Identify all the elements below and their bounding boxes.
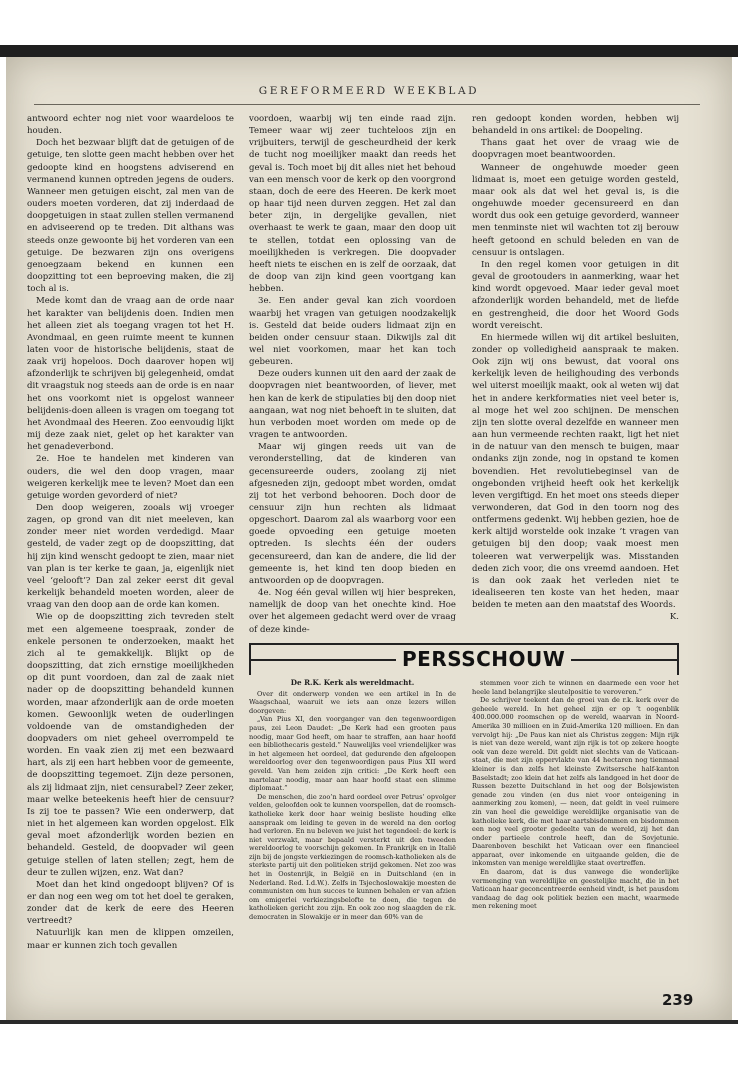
paragraph: 3e. Een ander geval kan zich voordoen waarbij het vragen van getuigen noodzakelijk is. Gesteld dat beide ouders lidmaat zijn en beiden onder censuur staan. Dikwijls zal dit wel niet voorkomen, maar het kan toch gebeuren.: [249, 296, 456, 368]
paragraph: De schrijver teekent dan de groei van de r.k. kerk over de geheele wereld. In het geheel zijn er op ’t oogenblik 400.000.000 roomschen op de wereld, waarvan in Noord-Amerika 30 millioen en in Zuid-Amerika 120 millioen. En dan vervolgt hij: „De Paus kan niet als Christus zeggen: Mijn rijk is niet van deze wereld, want zijn rijk is tot op zekere hoogte ook van deze wereld. Dit geldt niet slechts van de Vaticaan-staat, die met zijn oppervlakte van 44 hectaren nog tienmaal kleiner is dan zelfs het kleinste Zwitsersche half-kanton Baselstadt; zoo klein dat het zelfs als landgoed in het door de Russen bezette Duitschland in het oog der Bolsjewisten genade zou vinden (en dus niet voor onteigening in aanmerking zou komen), — neen, dat geldt in veel ruimere zin van heel die geweldige wereldlijke organisatie van de katholieke kerk, die met haar aartsbisdommen en bisdommen een nog veel grooter gedeelte van de wereld, zij het dan onder partieele controle heeft, dan de Sovjetunie. Daarenboven beschikt het Vaticaan over een financieel apparaat, over inkomende en uitgaande gelden, die de inkomsten van menige wereldlijke staat overtreffen.: [472, 696, 679, 868]
paragraph: Wie op de doopszitting zich tevreden stelt met een algemeene toespraak, zonder de enkele personen te onderzoeken, maakt het zich al te gemakkelijk. Blijkt op de doopszitting, dat zich ernstige moeilijkheden op dit punt voordoen, dan zal de zaak niet nader op de doopszitting behandeld kunnen worden, maar afzonderlijk aan de orde moeten komen. Gewoonlijk weten de ouderlingen voldoende van de omstandigheden der doopvaders om niet geheel overrompeld te worden. En vaak zien zij met een bezwaard hart, als zij een hart hebben voor de gemeente, de doopszitting tegemoet. Zijn deze personen, als zij lidmaat zijn, niet censurabel? Zeer zeker, maar welke beteekenis heeft hier de censuur? Is zij toe te passen? Wie een onderwerp, dat niet in het algemeen kan worden opgelost. Elk geval moet afzonderlijk worden bezien en behandeld. Gesteld, de doopvader wil geen getuige stellen of laten stellen; zegt, hem de deur te zullen wijzen, enz. Wat dan?: [27, 612, 234, 878]
column-right: [472, 113, 679, 637]
persschouw-column-left: [249, 679, 456, 1015]
column-middle: [249, 113, 456, 637]
paragraph: stemmen voor zich te winnen en daarmede een voor het heele land belangrijke sleutelpositie te veroveren.”: [472, 679, 679, 696]
paragraph: Thans gaat het over de vraag wie de doopvragen moet beantwoorden.: [472, 138, 679, 161]
paragraph: 4e. Nog één geval willen wij hier bespreken, namelijk de doop van het onechte kind. Hoe over het algemeen gedacht werd over de vraag of deze kinde-: [249, 588, 456, 635]
paragraph: 2e. Hoe te handelen met kinderen van ouders, die wel den doop vragen, maar weigeren kerkelijk mee te leven? Moet dan een getuige worden gevorderd of niet?: [27, 454, 234, 501]
author-signature: K.: [669, 612, 679, 623]
paragraph: „Van Pius XI, den voorganger van den tegenwoordigen paus, zei Leon Daudet: „De Kerk had een grooten paus noodig, maar God heeft, om haar te straffen, aan haar hoofd een bibliothecaris gesteld.” Nauwelijks veel vriendelijker was in het algemeen het oordeel, dat gedurende den afgeloopen wereldoorlog over den tegenwoordigen paus Pius XII werd geveld. Van hem zeiden zijn critici: „De Kerk heeft een martelaar noodig, maar aan haar hoofd staat een slimme diplomaat.”: [249, 715, 456, 793]
header-rule: [34, 104, 700, 105]
scan-edge-bottom: [0, 1020, 738, 1024]
paragraph: antwoord echter nog niet voor waardeloos te houden.: [27, 114, 234, 137]
paragraph: Over dit onderwerp vonden we een artikel in In de Waagschaal, waaruit we iets aan onze lezers willen doorgeven:: [249, 689, 456, 715]
section-title: PERSSCHOUW: [396, 647, 571, 671]
persschouw-banner: [249, 643, 679, 675]
paragraph: Den doop weigeren, zooals wij vroeger zagen, op grond van dit niet meeleven, kan zonder meer niet worden verdedigd. Maar gesteld, de vader zegt op de doopszitting, dat hij zijn kind wenscht gedoopt te zien, maar niet van plan is ter kerke te gaan, ja, eigenlijk niet veel ‘gelooft’? Dan zal zeker eerst dit geval kerkelijk behandeld moeten worden, aleer de vraag van den doop aan de orde kan komen.: [27, 503, 234, 611]
paragraph: ren gedoopt konden worden, hebben wij behandeld in ons artikel: de Doopeling.: [472, 114, 679, 137]
page-number: 239: [662, 991, 694, 1009]
scan-margin-top: [0, 0, 738, 45]
article-subtitle: De R.K. Kerk als wereldmacht.: [290, 679, 415, 687]
paragraph: Moet dan het kind ongedoopt blijven? Of is er dan nog een weg om tot het doel te geraken, zonder dat de kerk de eere des Heeren vertreedt?: [27, 879, 234, 927]
persschouw-column-right: [472, 679, 679, 979]
column-left: [27, 113, 234, 1013]
paragraph: Wanneer de ongehuwde moeder geen lidmaat is, moet een getuige worden gesteld, maar ook als dat wel het geval is, is die ongehuwde moeder gecensureerd en dan wordt dus ook een getuige gevorderd, wanneer men tenminste niet wil wachten tot zij berouw heeft getoond en schuld beleden en van de censuur is ontslagen.: [472, 162, 679, 258]
running-header: GEREFORMEERD WEEKBLAD: [258, 85, 480, 97]
paragraph: Mede komt dan de vraag aan de orde naar het karakter van belijdenis doen. Indien men het alleen ziet als toegang vragen tot het H. Avondmaal, en geen ruimte meent te kunnen laten voor de historische belijdenis, staat de zaak vrij hopeloos. Doch daarover hopen wij afzonderlijk te schrijven bij gelegenheid, omdat dit vraagstuk nog steeds aan de orde is en naar het ons voorkomt niet is opgelost wanneer belijdenis-doen alleen is vragen om toegang tot het Avondmaal des Heeren. Zoo eenvoudig lijkt mij deze zaak niet, gelet op het karakter van het genadeverbond.: [27, 296, 234, 453]
scan-margin-bottom: [0, 1020, 738, 1068]
paragraph: De menschen, die zoo’n hard oordeel over Petrus’ opvolger velden, geloofden ook te kunnen voorspellen, dat de roomsch-katholieke kerk door haar weinig besliste houding elke aanspraak om leiding te geven in de wereld na den oorlog had verloren. En nu beleven we juist het tegendeel: de kerk is niet verzwakt, maar bepaald versterkt uit den tweeden wereldoorlog te voorschijn gekomen. In Frankrijk en in Italië zijn bij de jongste verkiezingen de roomsch-katholieken als de sterkste partij uit den politieken strijd gekomen. Net zoo was het in Oostenrijk, in België en in Duitschland (en in Nederland. Red. I.d.W.). Zelfs in Tsjechoslowakije moesten de communisten om hun succes te kunnen behalen er van afzien om emigerlei verkiezingsbelofte te doen, die tegen de katholieken gericht zou zijn. En ook zoo nog slaagden de r.k. democraten in Slowakije er in meer dan 60% van de: [249, 792, 456, 922]
paragraph: Deze ouders kunnen uit den aard der zaak de doopvragen niet beantwoorden, of liever, met hen kan de kerk de stipulaties bij den doop niet aangaan, wat nog niet behoeft in te sluiten, dat hun verboden moet worden om mede op de vragen te antwoorden.: [249, 369, 456, 441]
paragraph: En hiermede willen wij dit artikel besluiten, zonder op volledigheid aanspraak te maken. Ook zijn wij ons bewust, dat vooral ons kerkelijk leven de heilighouding des verbonds wel uiterst moeilijk maakt, ook al weten wij dat het in andere kerkformaties niet veel beter is, al moge het wel zoo schijnen. De menschen zijn ten slotte overal dezelfde en wanneer men aan hun vermeende rechten raakt, ligt het niet in de natuur van den mensch te buigen, maar ondanks zijn zonde, nog in opstand te komen bovendien. Het revolutiebeginsel van de ongebonden vrijheid heeft ook het kerkelijk leven vergiftigd. En het moet ons steeds dieper verwonderen, dat God in den toorn nog des ontfermens gedenkt. Wij hebben gezien, hoe de kerk altijd worstelde ook inzake ’t vragen van getuigen bij den doop; vaak moest men toleeren wat verwerpelijk was. Misstanden deden zich voor, die ons vreemd aandoen. Het is dan ook zaak het verleden niet te idealiseeren ten koste van het heden, maar beiden te meten aan den maatstaf des Woords.: [472, 332, 679, 611]
paragraph: En daarom, dat is dus vanwege die wonderlijke vermenging van wereldlijke en geestelijke macht, die in het Vaticaan haar geconcentreerde eenheid vindt, is het pausdom vandaag de dag ook politiek bezien een macht, waarmede men rekening moet: [472, 868, 679, 911]
scan-edge-top: [0, 45, 738, 57]
paragraph: Doch het bezwaar blijft dat de getuigen of de getuige, ten slotte geen macht hebben over het gedoopte kind en hoogstens adviserend en vermanend kunnen optreden jegens de ouders. Wanneer men getuigen eischt, zal men van de ouders moeten vorderen, dat zij inderdaad de doopgetuigen in staat zullen stellen vermanend en adviseerend op te treden. Dit althans was steeds onze gewoonte bij het vorderen van een getuige. De bezwaren zijn ons overigens genoegzaam bekend en kunnen een doopzitting tot een beproeving maken, die zij toch al is.: [27, 138, 234, 295]
magazine-page: [6, 57, 732, 1020]
paragraph: Maar wij gingen reeds uit van de veronderstelling, dat de kinderen van gecensureerde ouders, zoolang zij niet afgesneden zijn, gedoopt mbet worden, omdat zij tot het verbond behooren. Doch door de censuur zijn hun rechten als lidmaat opgeschort. Daarom zal als waarborg voor een goede opvoeding een getuige moeten optreden. Is slechts één der ouders gecensureerd, dan kan de andere, die lid der gemeente is, het kind ten doop bieden en antwoorden op de doopvragen.: [249, 442, 456, 586]
paragraph: Natuurlijk kan men de klippen omzeilen, maar er kunnen zich toch gevallen: [27, 928, 234, 951]
paragraph: voordoen, waarbij wij ten einde raad zijn. Temeer waar wij zeer tuchteloos zijn en vrijbuiters, terwijl de gescheurdheid der kerk de tucht nog moeilijker maakt dan reeds het geval is. Toch moet bij dit alles niet het behoud van een mensch voor de kerk op den voorgrond staan, doch de eere des Heeren. De kerk moet op haar tijd neen durven zeggen. Het zal dan beter zijn, in dergelijke gevallen, niet overhaast te werk te gaan, maar den doop uit te stellen, totdat een oplossing van de moeilijkheden is verkregen. Die doopvader heeft niets te eischen en is zelf de oorzaak, dat de doop van zijn kind geen voortgang kan hebben.: [249, 114, 456, 295]
paragraph: In den regel komen voor getuigen in dit geval de grootouders in aanmerking, waar het kind wordt opgevoed. Maar ieder geval moet afzonderlijk worden behandeld, met de liefde en gestrengheid, die door het Woord Gods wordt vereischt.: [472, 259, 679, 331]
